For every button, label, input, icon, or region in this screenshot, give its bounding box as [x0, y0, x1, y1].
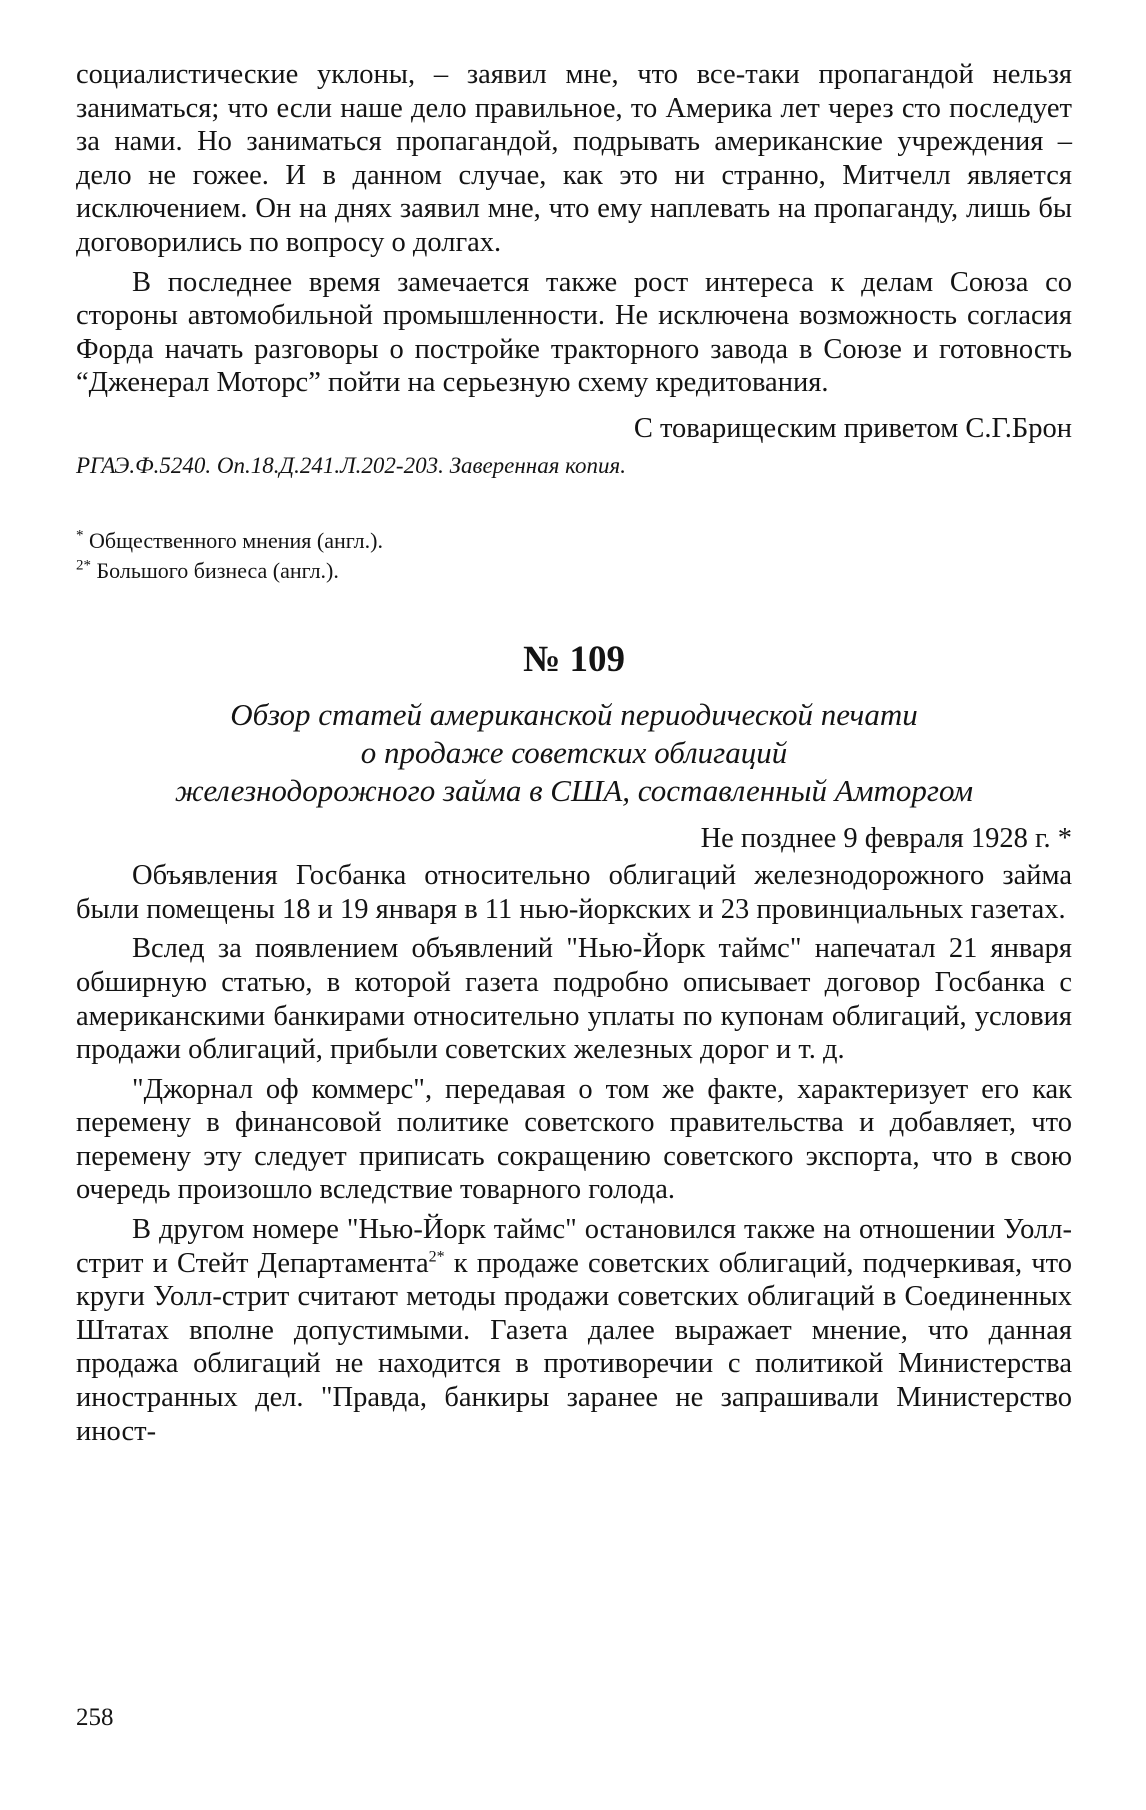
letter-signature: С товарищеским приветом С.Г.Брон: [633, 412, 1072, 444]
footnote-2: [76, 556, 1072, 586]
document-date-mark: *: [1057, 822, 1072, 854]
paragraph-automotive-interest: В последнее время замечается также рост интереса к делам Союза со стороны автомобильной промышленности. Не исключена возможность согласия Форда начать разговоры о постройке тракторного завода в Союзе и готовность “Дженерал Моторс” пойти на серьезную схему кредитования.: [76, 266, 1072, 399]
document-title-line-3: железнодорожного займа в США, составленный Амторгом: [174, 772, 974, 808]
paragraph-ny-times-article: Вслед за появлением объявлений "Нью-Йорк таймс" напечатал 21 января обширную статью, в которой газета подробно описывает договор Госбанка с американскими банкирами относительно уплаты по купонам облигаций, условия продажи облигаций, прибыли советских железных дорог и т. д.: [76, 933, 1072, 1066]
document-page: [76, 58, 1072, 1448]
footnote-1: [76, 526, 1072, 556]
page-number: 258: [76, 1704, 114, 1731]
footnote-1-text: Общественного мнения (англ.).: [83, 527, 383, 553]
document-number: № 109: [523, 638, 625, 680]
footnotes-block: [76, 526, 1072, 586]
document-date: [76, 822, 1072, 856]
paragraph-continuation: социалистические уклоны, – заявил мне, что все-таки пропагандой нельзя заниматься; что если наше дело правильное, то Америка лет через сто последует за нами. Но заниматься пропагандой, подрывать американские учреждения – дело не гожее. И в данном случае, как это ни странно, Митчелл является исключением. Он на днях заявил мне, что ему наплевать на пропаганду, лишь бы договорились по вопросу о долгах.: [76, 59, 1072, 258]
document-title-line-2: о продаже советских облигаций: [360, 734, 788, 770]
paragraph-wall-street-part-2: к продаже советских облигаций, подчеркивая, что круги Уолл-стрит считают методы продажи советских облигаций в Соединенных Штатах вполне допустимыми. Газета далее выражает мнение, что данная продажа облигаций не находится в противоречии с политикой Министерства иностранных дел. "Правда, банкиры заранее не запрашивали Министерство иност-: [76, 1247, 1072, 1447]
footnote-2-text: Большого бизнеса (англ.).: [91, 557, 339, 583]
footnote-1-mark: *: [76, 527, 84, 544]
document-title: [76, 696, 1072, 810]
footnote-2-mark: 2*: [76, 557, 91, 574]
paragraph-gosbank-ads: Объявления Госбанка относительно облигаций железнодорожного займа были помещены 18 и 19 января в 11 нью-йоркских и 23 провинциальных газетах.: [76, 860, 1072, 925]
paragraph-wall-street: [76, 1213, 1072, 1448]
document-title-line-1: Обзор статей американской периодической печати: [230, 696, 918, 732]
paragraph-wall-street-part-1: В другом номере "Нью-Йорк таймс" остановился также на отношении Уолл-стрит и Стейт Департамента: [76, 1214, 1072, 1279]
archive-reference: РГАЭ.Ф.5240. Оп.18.Д.241.Л.202-203. Заверенная копия.: [76, 452, 626, 478]
footnote-ref-mark: 2*: [428, 1248, 445, 1266]
paragraph-journal-of-commerce: "Джорнал оф коммерс", передавая о том же факте, характеризует его как перемену в финансовой политике советского правительства и добавляет, что перемену эту следует приписать сокращению советского экспорта, что в свою очередь произошло вследствие товарного голода.: [76, 1073, 1072, 1206]
document-date-text: Не позднее 9 февраля 1928 г.: [700, 822, 1051, 854]
